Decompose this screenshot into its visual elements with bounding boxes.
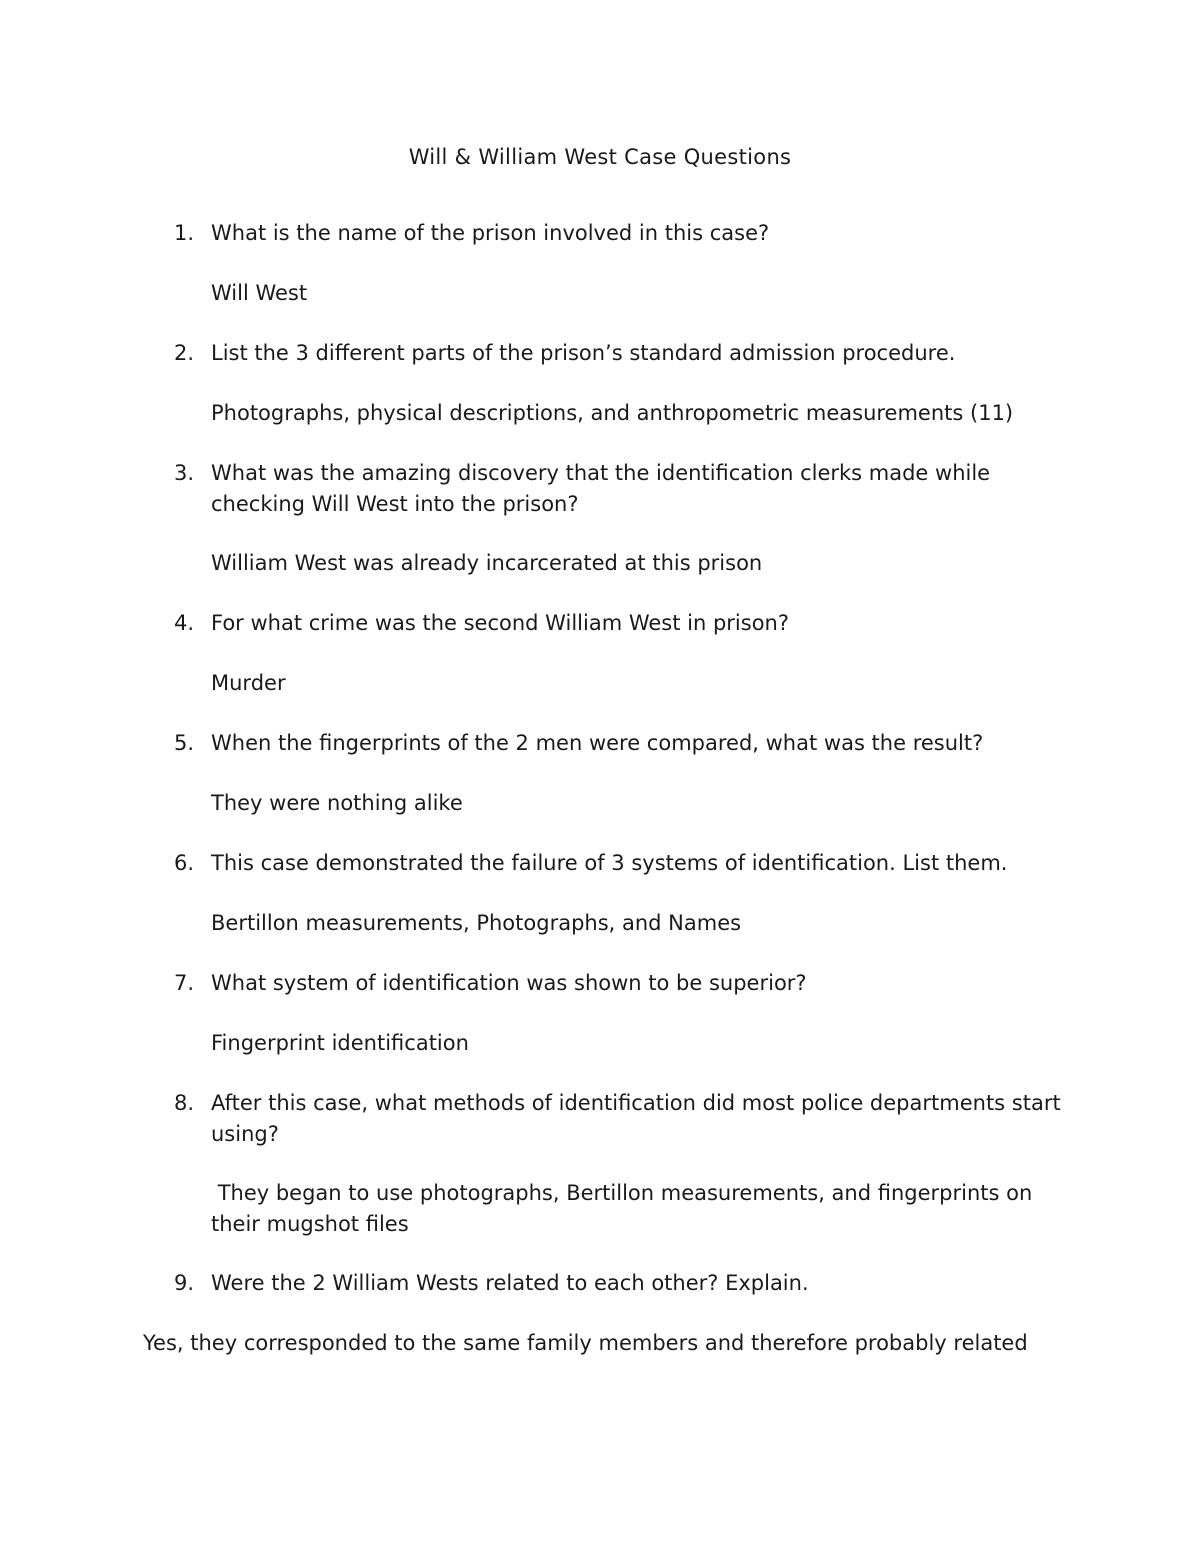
question-text: What is the name of the prison involved in this case? bbox=[211, 221, 770, 245]
question-text: List the 3 different parts of the prison’s standard admission procedure. bbox=[211, 341, 956, 365]
question-number: 8. bbox=[174, 1091, 195, 1115]
question-text: This case demonstrated the failure of 3 systems of identification. List them. bbox=[211, 851, 1008, 875]
answer-text: Will West bbox=[211, 281, 308, 305]
question-text: After this case, what methods of identification did most police departments start using? bbox=[211, 1091, 1068, 1146]
question-text: For what crime was the second William West in prison? bbox=[211, 611, 789, 635]
question-number: 7. bbox=[174, 971, 195, 995]
answer-text: William West was already incarcerated at this prison bbox=[211, 551, 763, 575]
answer-text: Bertillon measurements, Photographs, and Names bbox=[211, 911, 742, 935]
question-text: What system of identification was shown to be superior? bbox=[211, 971, 807, 995]
question-number: 4. bbox=[174, 611, 195, 635]
answer-text: They began to use photographs, Bertillon measurements, and fingerprints on their mugshot files bbox=[211, 1181, 1039, 1236]
answer-text: They were nothing alike bbox=[211, 791, 463, 815]
question-number: 3. bbox=[174, 461, 195, 485]
page-title: Will & William West Case Questions bbox=[408, 145, 792, 169]
question-text: What was the amazing discovery that the identification clerks made while checking Will West into the prison? bbox=[211, 461, 997, 516]
question-number: 9. bbox=[174, 1271, 195, 1295]
question-number: 1. bbox=[174, 221, 195, 245]
question-text: Were the 2 William Wests related to each other? Explain. bbox=[211, 1271, 809, 1295]
answer-text: Photographs, physical descriptions, and anthropometric measurements (11) bbox=[211, 401, 1014, 425]
answer-text: Murder bbox=[211, 671, 286, 695]
answer-text: Fingerprint identification bbox=[211, 1031, 469, 1055]
question-number: 5. bbox=[174, 731, 195, 755]
answer-text: Yes, they corresponded to the same family members and therefore probably related bbox=[143, 1331, 1028, 1355]
question-number: 6. bbox=[174, 851, 195, 875]
question-text: When the fingerprints of the 2 men were compared, what was the result? bbox=[211, 731, 984, 755]
question-number: 2. bbox=[174, 341, 195, 365]
